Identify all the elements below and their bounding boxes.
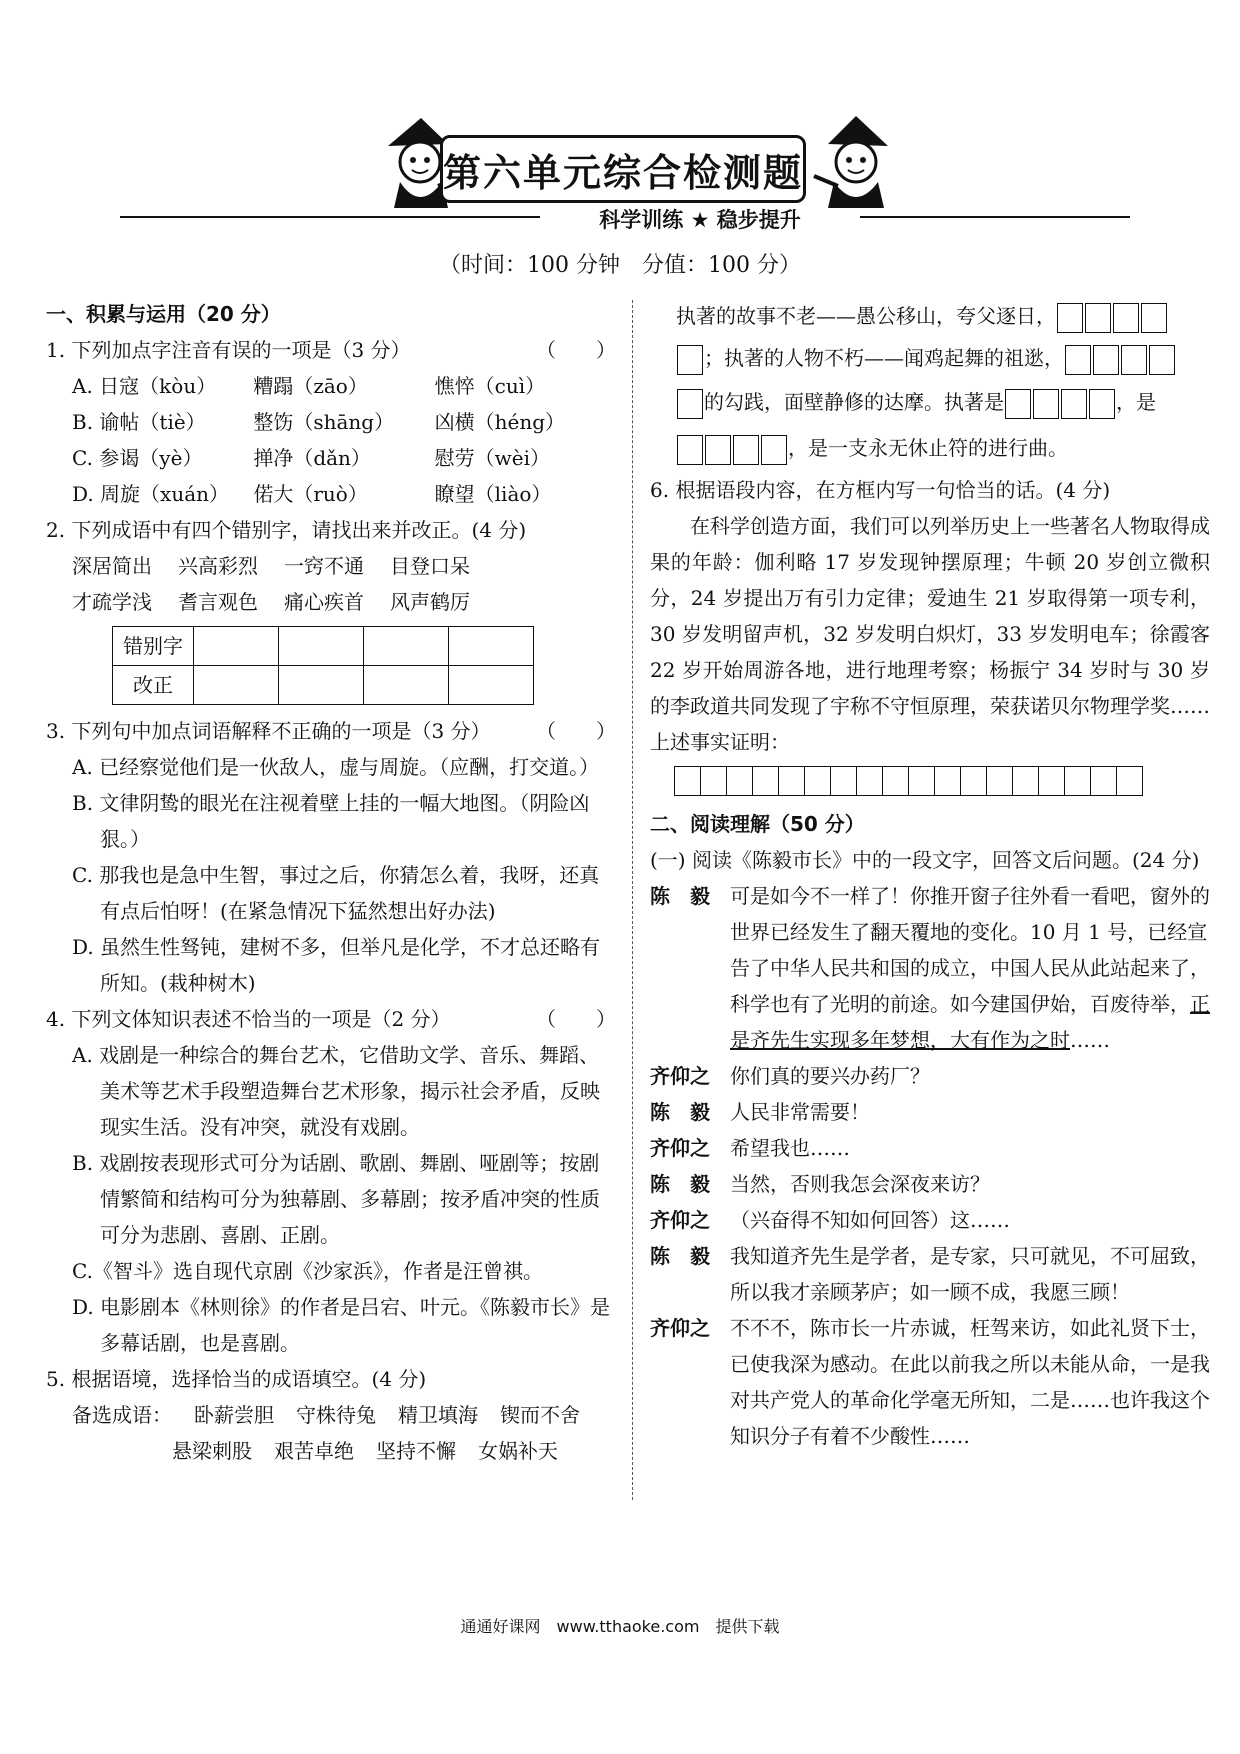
answer-box[interactable] [674,766,700,796]
answer-box[interactable] [960,766,986,796]
section1-title: 一、积累与运用（20 分） [46,302,281,326]
answer-paren[interactable]: （ ） [536,719,616,743]
q1-option-c[interactable]: C. 参谒（yè） 掸净（dǎn） 慰劳（wèi） [72,446,551,470]
q1-option-d[interactable]: D. 周旋（xuán） 偌大（ruò） 瞭望（liào） [72,482,552,506]
answer-box[interactable] [700,766,726,796]
footer-credit: 通通好课网 www.tthaoke.com 提供下载 [460,1617,780,1636]
column-divider [632,300,633,1500]
q5-fill-line3: 的勾践，面壁静修的达摩。执著是 ，是 [650,380,1210,424]
q2-idioms-row2: 才疏学浅 耆言观色 痛心疾首 风声鹤厉 [72,590,470,614]
q3-option-a[interactable]: A. 已经察觉他们是一伙敌人，虚与周旋。（应酬，打交道。） [72,755,600,779]
answer-cell[interactable] [364,627,449,666]
q2-answer-table [112,626,534,705]
dialogue-text: 可是如今不一样了！你推开窗子往外看一看吧，窗外的世界已经发生了翻天覆地的变化。10 月 1 号，已经宣告了中华人民共和国的成立，中国人民从此站起来了，科学也有了光明的前途。如今建国伊始，百废待举，正是齐先生实现多年梦想，大有作为之时…… [730,884,1210,1052]
answer-box[interactable] [1116,766,1143,796]
answer-box[interactable] [882,766,908,796]
answer-cell[interactable] [449,666,534,705]
dialogue-text: 我知道齐先生是学者，是专家，只可就见，不可屈致，所以我才亲顾茅庐；如一顾不成，我愿三顾！ [730,1244,1210,1304]
answer-cell[interactable] [279,666,364,705]
answer-box[interactable] [1012,766,1038,796]
q5-fill-line1: 执著的故事不老——愚公移山，夸父逐日， [650,296,1210,336]
q4-option-c[interactable]: C.《智斗》选自现代京剧《沙家浜》，作者是汪曾祺。 [72,1259,543,1283]
q3-stem: 3. 下列句中加点词语解释不正确的一项是（3 分） （ ） [46,713,616,749]
table-label-wrong: 错别字 [113,627,194,666]
dialogue-text: 不不不，陈市长一片赤诚，枉驾来访，如此礼贤下士，已使我深为感动。在此以前我之所以未能从命，一是我对共产党人的革命化学毫无所知，二是……也许我这个知识分子有着不少酸性…… [730,1316,1210,1448]
dialogue-line [650,1202,1210,1238]
dialogue-text: 你们真的要兴办药厂？ [730,1064,930,1088]
blank-box[interactable] [1121,345,1147,375]
blank-box[interactable] [677,435,703,465]
underlined-sentence: 正是齐先生实现多年梦想，大有作为之时 [730,992,1210,1052]
q4-stem: 4. 下列文体知识表述不恰当的一项是（2 分） （ ） [46,1001,616,1037]
speaker-name: 陈 毅 [650,1172,710,1196]
blank-box[interactable] [1093,345,1119,375]
q1-option-a[interactable]: A. 日寇（kòu） 糟蹋（zāo） 憔悴（cuì） [72,374,546,398]
answer-box[interactable] [934,766,960,796]
q1-stem: 1. 下列加点字注音有误的一项是（3 分） （ ） [46,332,616,368]
dialogue-text: 当然，否则我怎会深夜来访？ [730,1172,990,1196]
blank-box[interactable] [677,389,703,419]
page-header [0,110,1240,230]
q4-option-a[interactable]: A. 戏剧是一种综合的舞台艺术，它借助文学、音乐、舞蹈、美术等艺术手段塑造舞台艺术形象，揭示社会矛盾，反映现实生活。没有冲突，就没有戏剧。 [72,1043,600,1139]
q3-option-d[interactable]: D. 虽然生性驽钝，建树不多，但举凡是化学，不才总还略有所知。(栽种树木) [72,935,601,995]
q1-option-b[interactable]: B. 谕帖（tiè） 整饬（shāng） 凶横（héng） [72,410,566,434]
dialogue-text: 希望我也…… [730,1136,850,1160]
blank-box[interactable] [733,435,759,465]
table-label-fix: 改正 [113,666,194,705]
mascot-right-icon [812,116,898,212]
speaker-name: 齐仰之 [650,1064,710,1088]
q5-idioms-row1: 备选成语： 卧薪尝胆 守株待兔 精卫填海 锲而不舍 [72,1403,580,1427]
worksheet-title: 第六单元综合检测题 [440,135,806,203]
dialogue-line [650,878,1210,1058]
q3-option-c[interactable]: C. 那我也是急中生智，事过之后，你猜怎么着，我呀，还真有点后怕呀！(在紧急情况下猛然想出好办法) [72,863,600,923]
answer-box[interactable] [856,766,882,796]
q3-option-b[interactable]: B. 文律阴鸷的眼光在注视着壁上挂的一幅大地图。（阴险凶狠。） [72,791,590,851]
dialogue-line [650,1130,1210,1166]
subtitle: 科学训练 ★ 稳步提升 [599,208,801,232]
left-column [46,296,616,1469]
blank-box[interactable] [1033,389,1059,419]
dialogue-line [650,1238,1210,1310]
answer-cell[interactable] [449,627,534,666]
answer-box[interactable] [830,766,856,796]
q6-paragraph: 在科学创造方面，我们可以列举历史上一些著名人物取得成果的年龄：伽利略 17 岁发现钟摆原理；牛顿 20 岁创立微积分，24 岁提出万有引力定律；爱迪生 21 岁取得第一项专利，30 岁发明留声机，32 岁发明白炽灯，33 岁发明电车；徐霞客 22 岁开始周游各地，进行地理考察；杨振宁 34 岁时与 30 岁的李政道共同发现了宇称不守恒原理，荣获诺贝尔物理学奖……上述事实证明： [650,514,1210,754]
speaker-name: 齐仰之 [650,1316,710,1340]
q5-idioms-row2: 悬梁刺股 艰苦卓绝 坚持不懈 女娲补天 [172,1439,558,1463]
blank-box[interactable] [1141,303,1167,333]
blank-box[interactable] [1065,345,1091,375]
subtitle-line [120,204,1130,230]
q6-answer-boxes[interactable] [674,766,1210,796]
dialogue [650,878,1210,1454]
section2-title: 二、阅读理解（50 分） [650,812,865,836]
blank-box[interactable] [761,435,787,465]
blank-box[interactable] [1057,303,1083,333]
dialogue-text: （兴奋得不知如何回答）这…… [730,1208,1010,1232]
answer-box[interactable] [986,766,1012,796]
answer-box[interactable] [778,766,804,796]
dialogue-line [650,1058,1210,1094]
time-info: （时间：100 分钟 分值：100 分） [439,253,801,278]
dialogue-line [650,1166,1210,1202]
q5-fill-line4: ，是一支永无休止符的进行曲。 [650,424,1210,472]
answer-cell[interactable] [194,666,279,705]
speaker-name: 陈 毅 [650,1244,710,1268]
speaker-name: 陈 毅 [650,884,710,908]
blank-box[interactable] [1149,345,1175,375]
dialogue-line [650,1310,1210,1454]
speaker-name: 齐仰之 [650,1208,710,1232]
answer-box[interactable] [804,766,830,796]
q4-option-d[interactable]: D. 电影剧本《林则徐》的作者是吕宕、叶元。《陈毅市长》是多幕话剧，也是喜剧。 [72,1295,611,1355]
right-column [650,296,1210,1454]
answer-box[interactable] [1090,766,1116,796]
answer-box[interactable] [726,766,752,796]
q4-option-b[interactable]: B. 戏剧按表现形式可分为话剧、歌剧、舞剧、哑剧等；按剧情繁简和结构可分为独幕剧、多幕剧；按矛盾冲突的性质可分为悲剧、喜剧、正剧。 [72,1151,600,1247]
blank-box[interactable] [1113,303,1139,333]
answer-box[interactable] [752,766,778,796]
answer-paren[interactable]: （ ） [536,338,616,362]
blank-box[interactable] [1089,389,1115,419]
reading-intro: (一) 阅读《陈毅市长》中的一段文字，回答文后问题。(24 分) [650,848,1200,872]
speaker-name: 齐仰之 [650,1136,710,1160]
q5-stem: 5. 根据语境，选择恰当的成语填空。(4 分) [46,1367,427,1391]
answer-box[interactable] [1038,766,1064,796]
dialogue-text: 人民非常需要！ [730,1100,870,1124]
answer-box[interactable] [1064,766,1090,796]
blank-box[interactable] [1061,389,1087,419]
answer-cell[interactable] [364,666,449,705]
answer-paren[interactable]: （ ） [536,1007,616,1031]
blank-box[interactable] [677,345,703,375]
q5-fill-line2: ；执著的人物不朽——闻鸡起舞的祖逖， [650,336,1210,380]
answer-box[interactable] [908,766,934,796]
blank-box[interactable] [1085,303,1111,333]
answer-cell[interactable] [279,627,364,666]
q6-stem: 6. 根据语段内容，在方框内写一句恰当的话。(4 分) [650,478,1111,502]
answer-cell[interactable] [194,627,279,666]
dialogue-line [650,1094,1210,1130]
q2-idioms-row1: 深居简出 兴高彩烈 一窍不通 目登口呆 [72,554,470,578]
speaker-name: 陈 毅 [650,1100,710,1124]
blank-box[interactable] [1005,389,1031,419]
q2-stem: 2. 下列成语中有四个错别字，请找出来并改正。(4 分) [46,518,527,542]
blank-box[interactable] [705,435,731,465]
